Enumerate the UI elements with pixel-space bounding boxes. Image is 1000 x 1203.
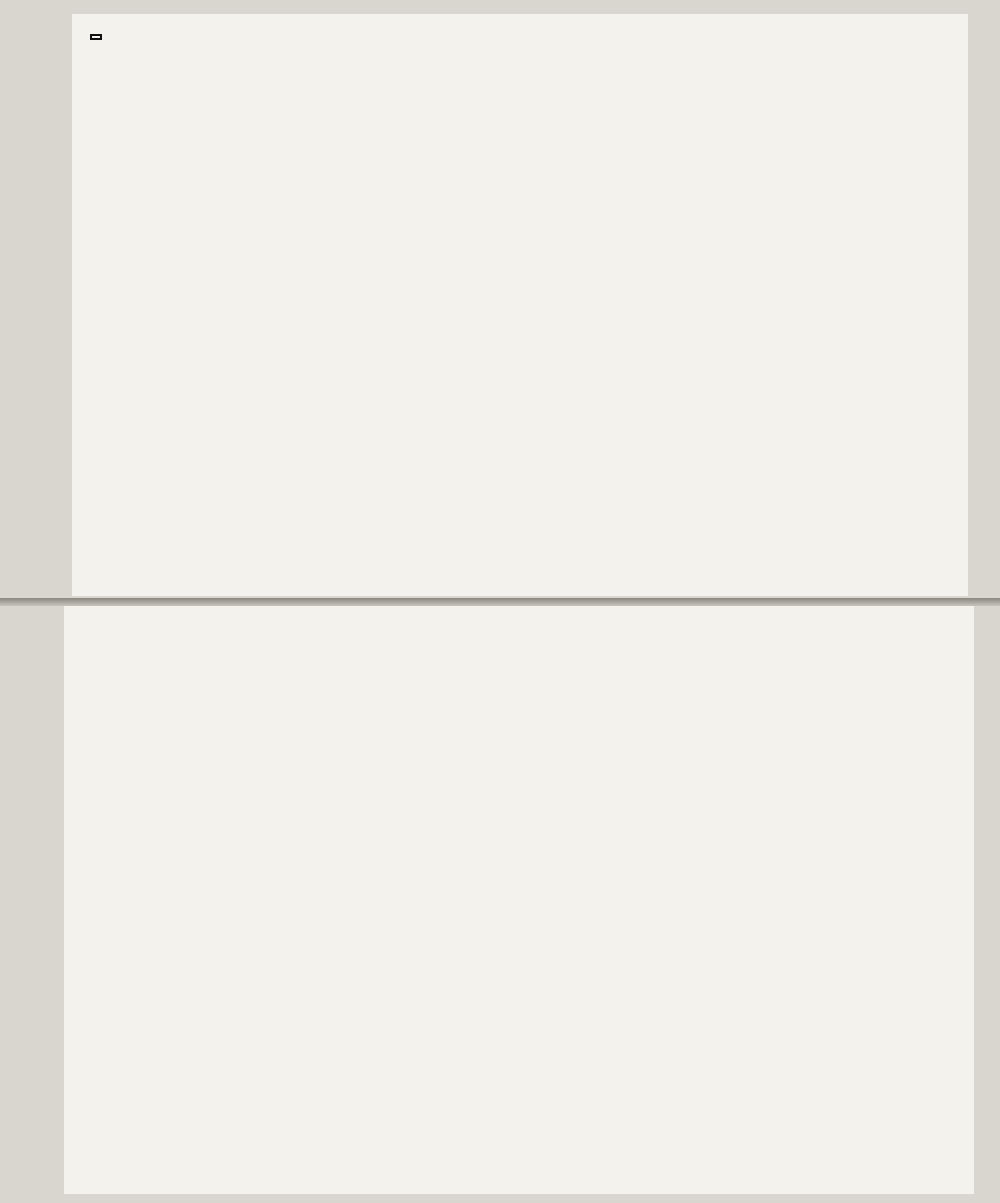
timetable-top-page xyxy=(72,14,968,596)
timetable-bottom-page xyxy=(64,606,974,1194)
day-label xyxy=(90,34,102,40)
page-fold xyxy=(0,598,1000,606)
